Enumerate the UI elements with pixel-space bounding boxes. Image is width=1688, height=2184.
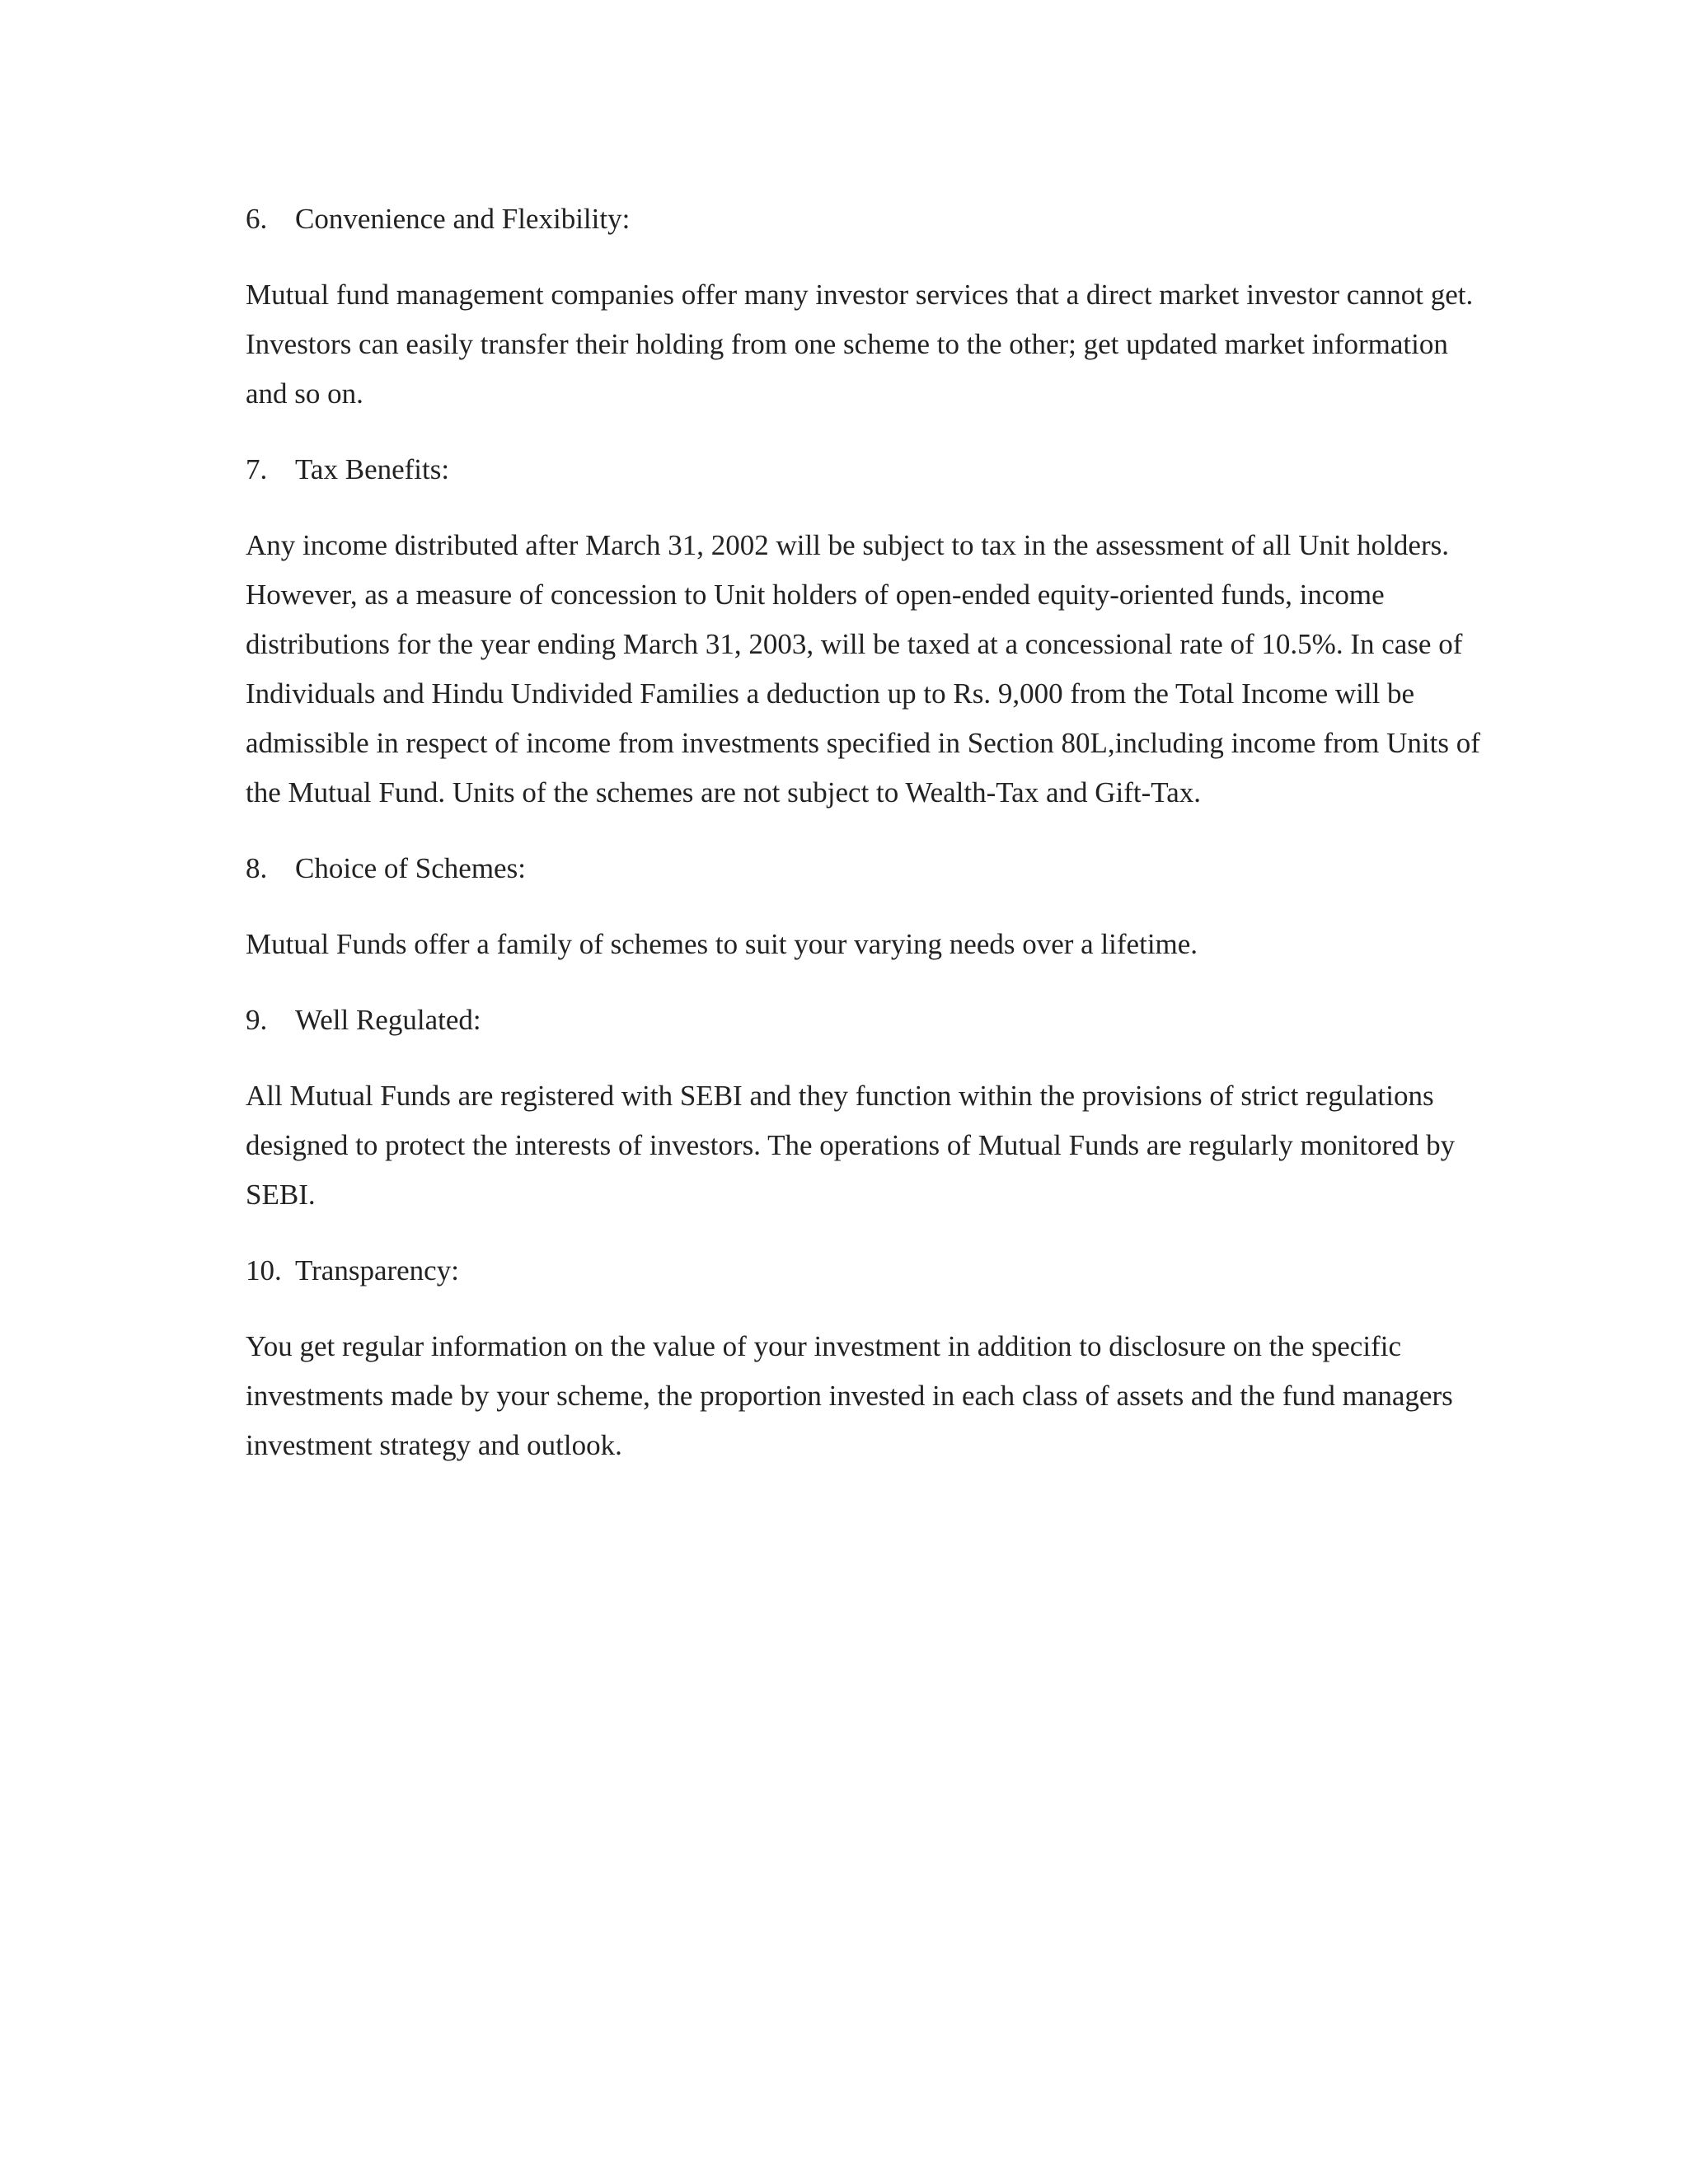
section-heading — [246, 194, 1482, 244]
section-number: 9. — [246, 1004, 268, 1036]
section-title: Convenience and Flexibility: — [295, 203, 631, 235]
section-choice-of-schemes — [246, 844, 1482, 969]
section-transparency — [246, 1246, 1482, 1470]
section-number: 7. — [246, 453, 268, 485]
section-paragraph: You get regular information on the value of your investment in addition to disclosure on the specific investments made by your scheme, the proportion invested in each class of assets and the fund managers investment strategy and outlook. — [246, 1330, 1453, 1461]
section-convenience-flexibility — [246, 194, 1482, 419]
section-number: 6. — [246, 203, 268, 235]
section-paragraph: All Mutual Funds are registered with SEBI and they function within the provisions of strict regulations designed to protect the interests of investors. The operations of Mutual Funds are regularly monitored by SEBI. — [246, 1080, 1456, 1211]
section-heading — [246, 844, 1482, 893]
section-title: Well Regulated: — [295, 1004, 481, 1036]
section-title: Transparency: — [295, 1254, 459, 1286]
section-number: 8. — [246, 852, 268, 884]
section-heading — [246, 445, 1482, 494]
document-body — [246, 194, 1482, 1497]
section-well-regulated — [246, 996, 1482, 1220]
section-heading — [246, 996, 1482, 1045]
section-title: Tax Benefits: — [295, 453, 450, 485]
section-heading — [246, 1246, 1482, 1296]
section-number: 10. — [246, 1254, 282, 1286]
section-title: Choice of Schemes: — [295, 852, 526, 884]
section-tax-benefits — [246, 445, 1482, 818]
section-paragraph: Any income distributed after March 31, 2002 will be subject to tax in the assessment of all Unit holders. However, as a measure of concession to Unit holders of open-ended equity-oriented funds, income distributions for the year ending March 31, 2003, will be taxed at a concessional rate of 10.5%. In case of Individuals and Hindu Undivided Families a deduction up to Rs. 9,000 from the Total Income will be admissible in respect of income from investments specified in Section 80L,including income from Units of the Mutual Fund. Units of the schemes are not subject to Wealth-Tax and Gift-Tax. — [246, 529, 1480, 808]
section-paragraph: Mutual fund management companies offer many investor services that a direct market investor cannot get. Investors can easily transfer their holding from one scheme to the other; get updated market information and so on. — [246, 279, 1474, 410]
section-paragraph: Mutual Funds offer a family of schemes to suit your varying needs over a lifetime. — [246, 928, 1198, 960]
